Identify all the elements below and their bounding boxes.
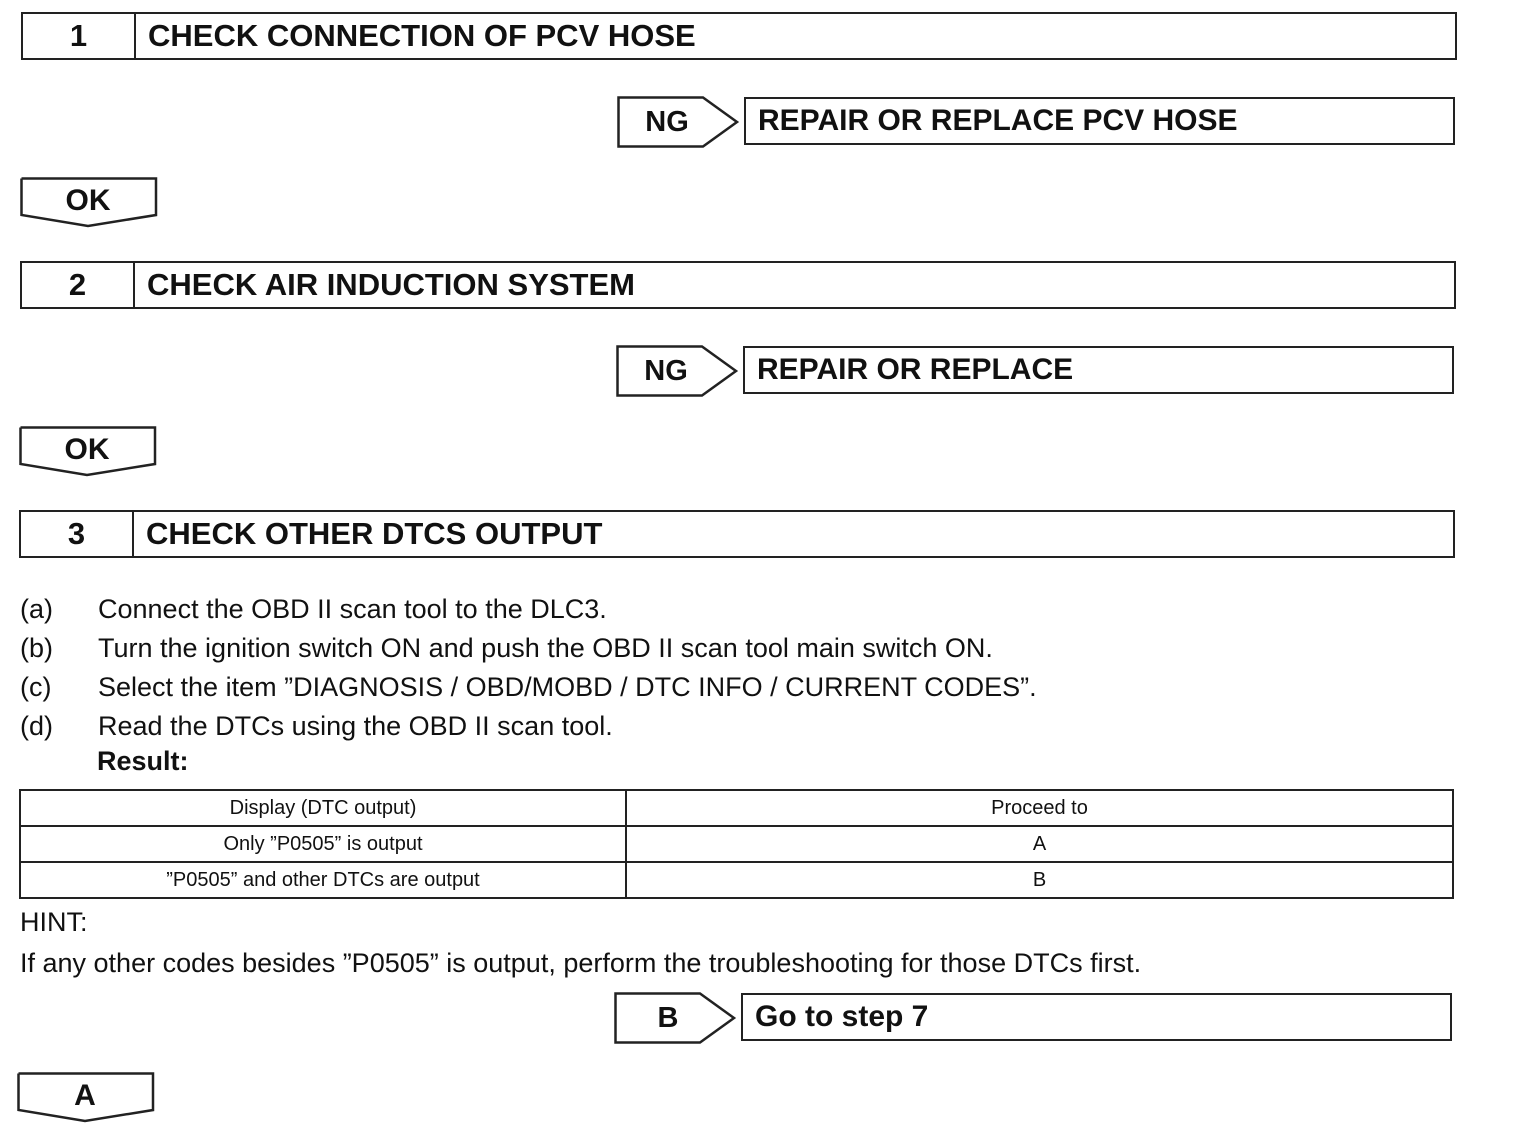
table-cell: ”P0505” and other DTCs are output: [20, 862, 626, 898]
ng-branch-1: [617, 96, 1457, 148]
step-title: CHECK CONNECTION OF PCV HOSE: [148, 18, 696, 53]
procedure-item: [20, 707, 1460, 746]
step-3-header: [19, 510, 1455, 558]
table-row: [20, 862, 1453, 898]
item-text: Select the item ”DIAGNOSIS / OBD/MOBD / DTC INFO / CURRENT CODES”.: [98, 672, 1037, 702]
table-header-row: [20, 790, 1453, 826]
ok-label: OK: [65, 184, 111, 217]
branch-tag: B: [657, 1001, 679, 1034]
branch-tag: NG: [644, 354, 688, 387]
b-branch: [614, 992, 1454, 1044]
item-letter: (d): [20, 711, 53, 741]
step-title: CHECK AIR INDUCTION SYSTEM: [147, 267, 635, 302]
ok-label: OK: [64, 433, 110, 466]
item-text: Turn the ignition switch ON and push the OBD II scan tool main switch ON.: [98, 633, 993, 663]
branch-result: REPAIR OR REPLACE PCV HOSE: [744, 97, 1455, 145]
a-continue: [17, 1072, 157, 1124]
ng-branch-2: [616, 345, 1456, 397]
a-label: A: [74, 1079, 96, 1112]
step-number: 3: [21, 512, 134, 556]
hint-label: HINT:: [20, 907, 88, 937]
table-cell: A: [626, 826, 1453, 862]
item-letter: (b): [20, 633, 53, 663]
item-text: Connect the OBD II scan tool to the DLC3.: [98, 594, 607, 624]
ok-continue-2: [19, 426, 159, 478]
result-table: [19, 789, 1454, 899]
result-label: Result:: [97, 746, 189, 776]
hint-text: If any other codes besides ”P0505” is output, perform the troubleshooting for those DTCs first.: [20, 948, 1142, 978]
item-text: Read the DTCs using the OBD II scan tool.: [98, 711, 613, 741]
ok-continue-1: [20, 177, 160, 229]
procedure-item: [20, 668, 1460, 707]
table-cell: Only ”P0505” is output: [20, 826, 626, 862]
step-number: 2: [22, 263, 135, 307]
step-title: CHECK OTHER DTCS OUTPUT: [146, 516, 603, 551]
procedure-item: [20, 629, 1460, 668]
step-1-header: [21, 12, 1457, 60]
branch-result: REPAIR OR REPLACE: [743, 346, 1454, 394]
step-2-header: [20, 261, 1456, 309]
branch-result: Go to step 7: [741, 993, 1452, 1041]
table-header: Proceed to: [626, 790, 1453, 826]
table-header: Display (DTC output): [20, 790, 626, 826]
branch-tag: NG: [645, 105, 689, 138]
item-letter: (a): [20, 594, 53, 624]
item-letter: (c): [20, 672, 52, 702]
table-row: [20, 826, 1453, 862]
step-number: 1: [23, 14, 136, 58]
procedure-list: [20, 590, 1460, 746]
procedure-item: [20, 590, 1460, 629]
table-cell: B: [626, 862, 1453, 898]
